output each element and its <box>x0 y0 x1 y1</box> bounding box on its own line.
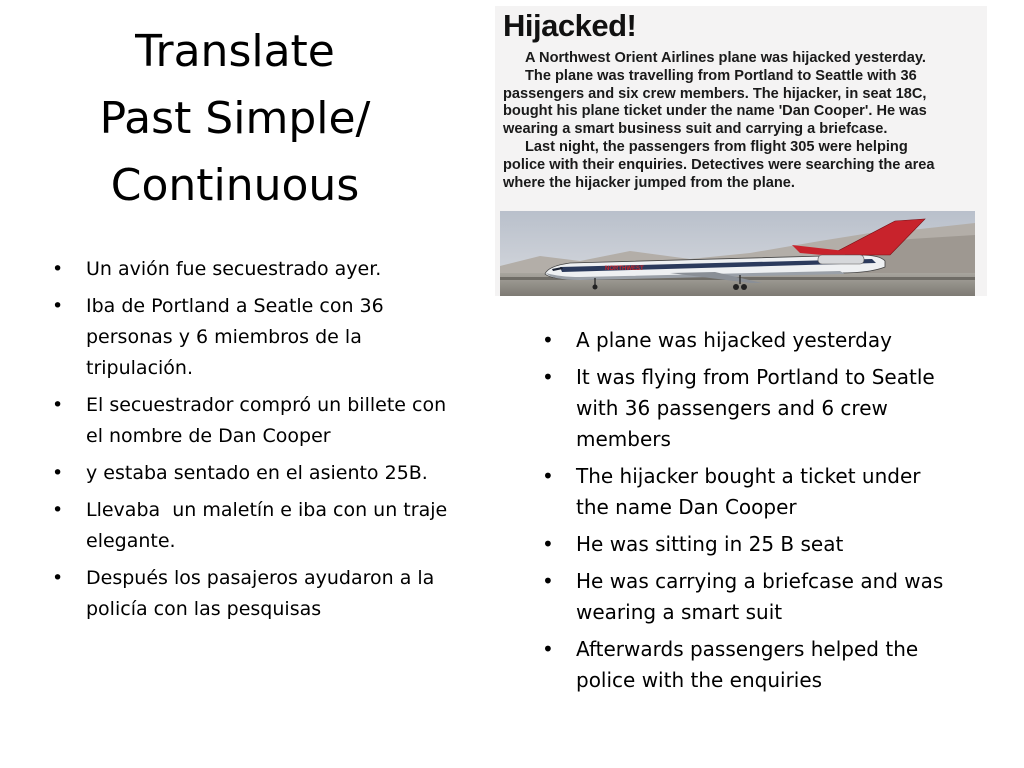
article-line: Last night, the passengers from flight 305 were helping <box>525 138 908 155</box>
list-item: • y estaba sentado en el asiento 25B. <box>48 458 468 489</box>
article-headline: Hijacked! <box>503 8 637 43</box>
article-line: A Northwest Orient Airlines plane was hijacked yesterday. <box>525 50 926 66</box>
article-line: police with their enquiries. Detectives were searching the area <box>503 156 935 173</box>
spanish-bullet-list <box>48 254 468 631</box>
article-line: wearing a smart business suit and carrying a briefcase. <box>503 121 888 138</box>
title-line-1: Translate <box>135 26 335 77</box>
english-bullet-list <box>538 325 958 702</box>
title-line-3: Continuous <box>110 160 360 211</box>
list-item: • The hijacker bought a ticket under the name Dan Cooper <box>538 461 958 523</box>
list-item: • El secuestrador compró un billete con el nombre de Dan Cooper <box>48 390 468 452</box>
newspaper-clipping <box>495 6 987 296</box>
list-item: • Un avión fue secuestrado ayer. <box>48 254 468 285</box>
list-item: • Llevaba un maletín e iba con un traje elegante. <box>48 495 468 557</box>
list-item: • Iba de Portland a Seatle con 36 personas y 6 miembros de la tripulación. <box>48 291 468 384</box>
list-item: • Después los pasajeros ayudaron a la policía con las pesquisas <box>48 563 468 625</box>
article-line: passengers and six crew members. The hijacker, in seat 18C, <box>503 85 927 102</box>
list-item: • It was flying from Portland to Seatle with 36 passengers and 6 crew members <box>538 362 958 455</box>
article-line: The plane was travelling from Portland to Seattle with 36 <box>525 67 917 84</box>
list-item: • Afterwards passengers helped the police with the enquiries <box>538 634 958 696</box>
slide-title <box>60 18 410 219</box>
list-item: • A plane was hijacked yesterday <box>538 325 958 356</box>
list-item: • He was carrying a briefcase and was wearing a smart suit <box>538 566 958 628</box>
article-body <box>503 50 983 192</box>
title-line-2: Past Simple/ <box>99 93 371 144</box>
plane-livery: NORTHWEST <box>605 266 644 272</box>
airplane-photo <box>500 211 975 296</box>
article-line: where the hijacker jumped from the plane. <box>503 174 795 191</box>
article-line: bought his plane ticket under the name 'Dan Cooper'. He was <box>503 103 927 120</box>
list-item: • He was sitting in 25 B seat <box>538 529 958 560</box>
article-text <box>503 8 983 192</box>
